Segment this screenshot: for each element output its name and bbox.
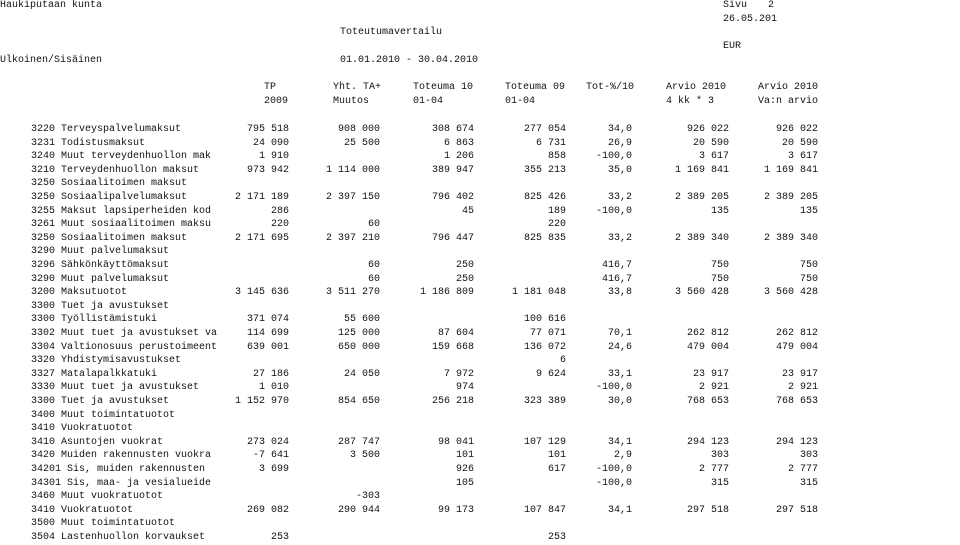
row-label: 3250 Sosiaalitoimen maksut — [31, 232, 188, 244]
cell-c6: 315 — [710, 477, 729, 489]
cell-c4: 101 — [547, 450, 566, 462]
row-label: 3504 Lastenhuollon korvaukset — [31, 532, 206, 543]
cell-c7: 135 — [799, 205, 818, 217]
cell-c7: 294 123 — [775, 436, 818, 448]
cell-c2: 24 050 — [343, 368, 380, 380]
table-row — [0, 463, 960, 477]
cell-c7: 750 — [799, 273, 818, 285]
cell-c1: 371 074 — [246, 314, 289, 326]
cell-c6: 768 653 — [686, 396, 729, 407]
table-row — [0, 150, 960, 164]
cell-c4: 858 — [547, 151, 566, 163]
cell-c7: 768 653 — [775, 396, 818, 407]
table-row — [0, 177, 960, 191]
row-label: 3320 Yhdistymisavustukset — [31, 355, 182, 367]
table-row — [0, 477, 960, 491]
cell-c2: 290 944 — [337, 504, 380, 516]
table-row — [0, 286, 960, 300]
cell-c7: 479 004 — [775, 341, 818, 353]
cell-c4: 77 071 — [529, 328, 566, 339]
cell-c1: 27 186 — [252, 368, 289, 380]
cell-c3: 7 972 — [443, 368, 474, 380]
table-row — [0, 490, 960, 504]
cell-c1: 1 152 970 — [234, 396, 289, 407]
cell-c6: 479 004 — [686, 341, 729, 353]
table-row — [0, 232, 960, 246]
cell-c7: 315 — [799, 477, 818, 489]
cell-c5: 35,0 — [607, 164, 632, 176]
cell-c4: 6 731 — [535, 137, 566, 149]
cell-c2: 60 — [367, 273, 380, 285]
cell-c2: 3 500 — [349, 450, 380, 462]
cell-c6: 135 — [710, 205, 729, 217]
cell-c4: 220 — [547, 219, 566, 231]
table-row — [0, 245, 960, 259]
cell-c5: -100,0 — [595, 205, 632, 217]
row-label: 3410 Vuokratuotot — [31, 423, 134, 435]
org-name: Haukiputaan kunta — [0, 0, 103, 11]
cell-c2: 1 114 000 — [325, 164, 380, 176]
row-label: 34201 Sis, muiden rakennusten — [31, 464, 206, 475]
report-period: 01.01.2010 - 30.04.2010 — [340, 55, 479, 66]
cell-c2: 125 000 — [337, 328, 380, 339]
cell-c1: 639 001 — [246, 341, 289, 353]
row-label: 3327 Matalapalkkatuki — [31, 368, 158, 380]
cell-c1: 795 518 — [246, 124, 289, 135]
row-label: 3296 Sähkönkäyttömaksut — [31, 260, 170, 271]
row-label: 3410 Asuntojen vuokrat — [31, 436, 164, 448]
cell-c1: 114 699 — [246, 328, 289, 339]
table-row — [0, 218, 960, 232]
cell-c1: 973 942 — [246, 164, 289, 176]
cell-c2: 287 747 — [337, 436, 380, 448]
cell-c4: 107 129 — [523, 436, 566, 448]
cell-c2: 60 — [367, 219, 380, 231]
row-label: 3200 Maksutuotot — [31, 287, 128, 299]
row-label: 3250 Sosiaalitoimen maksut — [31, 178, 188, 190]
table-row — [0, 517, 960, 531]
cell-c1: 2 171 695 — [234, 232, 289, 244]
cell-c5: 33,1 — [607, 368, 632, 380]
table-row — [0, 123, 960, 137]
row-label: 3304 Valtionosuus perustoimeent — [31, 341, 218, 353]
report-title: Toteutumavertailu — [340, 27, 443, 38]
page-number: 2 — [768, 0, 775, 11]
table-row — [0, 381, 960, 395]
table-row — [0, 504, 960, 518]
cell-c2: 908 000 — [337, 124, 380, 135]
col-header-actual10-sub: 01-04 — [413, 96, 444, 107]
col-header-tp-sub: 2009 — [264, 96, 289, 107]
col-header-estimate2-sub: Va:n arvio — [758, 96, 819, 107]
table-row — [0, 327, 960, 341]
row-label: 3300 Työllistämistuki — [31, 314, 158, 326]
cell-c2: 854 650 — [337, 396, 380, 407]
row-label: 3250 Sosiaalipalvelumaksut — [31, 192, 188, 203]
cell-c6: 294 123 — [686, 436, 729, 448]
cell-c3: 87 604 — [437, 328, 474, 339]
cell-c5: 34,0 — [607, 124, 632, 135]
cell-c3: 101 — [455, 450, 474, 462]
cell-c3: 105 — [455, 477, 474, 489]
row-label: 3261 Muut sosiaalitoimen maksu — [31, 219, 212, 231]
cell-c6: 297 518 — [686, 504, 729, 516]
cell-c5: -100,0 — [595, 477, 632, 489]
cell-c1: 2 171 189 — [234, 192, 289, 203]
page-label: Sivu — [723, 0, 748, 11]
cell-c6: 303 — [710, 450, 729, 462]
cell-c5: 2,9 — [613, 450, 632, 462]
cell-c4: 323 389 — [523, 396, 566, 407]
cell-c5: 70,1 — [607, 328, 632, 339]
table-row — [0, 205, 960, 219]
cell-c7: 3 560 428 — [763, 287, 818, 299]
cell-c4: 6 — [559, 355, 566, 367]
cell-c7: 303 — [799, 450, 818, 462]
table-row — [0, 137, 960, 151]
row-label: 3302 Muut tuet ja avustukset va — [31, 328, 218, 339]
table-row — [0, 409, 960, 423]
col-header-estimate1: Arvio 2010 — [666, 82, 727, 93]
table-row — [0, 436, 960, 450]
row-label: 3255 Maksut lapsiperheiden kod — [31, 205, 212, 217]
cell-c4: 189 — [547, 205, 566, 217]
cell-c7: 2 389 205 — [763, 192, 818, 203]
cell-c2: 60 — [367, 260, 380, 271]
cell-c6: 750 — [710, 260, 729, 271]
cell-c4: 617 — [547, 464, 566, 475]
cell-c3: 1 186 809 — [419, 287, 474, 299]
cell-c4: 277 054 — [523, 124, 566, 135]
row-label: 3240 Muut terveydenhuollon mak — [31, 151, 212, 163]
cell-c5: -100,0 — [595, 464, 632, 475]
row-label: 3210 Terveydenhuollon maksut — [31, 164, 200, 176]
cell-c6: 2 389 340 — [674, 232, 729, 244]
cell-c2: 55 600 — [343, 314, 380, 326]
cell-c2: -303 — [355, 491, 380, 503]
cell-c3: 926 — [455, 464, 474, 475]
cell-c4: 107 847 — [523, 504, 566, 516]
cell-c1: -7 641 — [252, 450, 289, 462]
row-label: 34301 Sis, maa- ja vesialueide — [31, 477, 212, 489]
row-label: 3400 Muut toimintatuotot — [31, 409, 176, 421]
col-header-estimate1-sub: 4 kk * 3 — [666, 96, 715, 107]
cell-c2: 2 397 210 — [325, 232, 380, 244]
cell-c6: 2 389 205 — [674, 192, 729, 203]
cell-c4: 1 181 048 — [511, 287, 566, 299]
cell-c6: 3 560 428 — [674, 287, 729, 299]
table-row — [0, 300, 960, 314]
col-header-estimate2: Arvio 2010 — [758, 82, 819, 93]
cell-c7: 2 921 — [787, 382, 818, 394]
cell-c5: -100,0 — [595, 382, 632, 394]
cell-c5: 24,6 — [607, 341, 632, 353]
cell-c4: 825 835 — [523, 232, 566, 244]
cell-c7: 2 777 — [787, 464, 818, 475]
table-row — [0, 259, 960, 273]
col-header-budget: Yht. TA+ — [333, 82, 382, 93]
cell-c3: 250 — [455, 260, 474, 271]
cell-c7: 750 — [799, 260, 818, 271]
cell-c1: 24 090 — [252, 137, 289, 149]
table-row — [0, 422, 960, 436]
table-row — [0, 395, 960, 409]
col-header-tp: TP — [264, 82, 277, 93]
cell-c6: 262 812 — [686, 328, 729, 339]
cell-c7: 2 389 340 — [763, 232, 818, 244]
col-header-actual09-sub: 01-04 — [505, 96, 536, 107]
cell-c3: 796 402 — [431, 192, 474, 203]
row-label: 3220 Terveyspalvelumaksut — [31, 124, 182, 135]
cell-c4: 136 072 — [523, 341, 566, 353]
cell-c5: 34,1 — [607, 436, 632, 448]
cell-c7: 1 169 841 — [763, 164, 818, 176]
col-header-actual10: Toteuma 10 — [413, 82, 474, 93]
table-row — [0, 368, 960, 382]
cell-c6: 926 022 — [686, 124, 729, 135]
cell-c2: 650 000 — [337, 341, 380, 353]
cell-c1: 3 145 636 — [234, 287, 289, 299]
cell-c3: 6 863 — [443, 137, 474, 149]
cell-c4: 355 213 — [523, 164, 566, 176]
cell-c7: 20 590 — [781, 137, 818, 149]
cell-c3: 99 173 — [437, 504, 474, 516]
cell-c7: 23 917 — [781, 368, 818, 380]
scope-label: Ulkoinen/Sisäinen — [0, 55, 103, 66]
table-row — [0, 313, 960, 327]
cell-c5: 416,7 — [601, 273, 632, 285]
col-header-percent: Tot-%/10 — [586, 82, 635, 93]
cell-c5: 416,7 — [601, 260, 632, 271]
cell-c1: 253 — [270, 532, 289, 543]
cell-c7: 297 518 — [775, 504, 818, 516]
row-label: 3231 Todistusmaksut — [31, 137, 146, 149]
row-label: 3410 Vuokratuotot — [31, 504, 134, 516]
cell-c5: -100,0 — [595, 151, 632, 163]
row-label: 3500 Muut toimintatuotot — [31, 518, 176, 530]
cell-c3: 974 — [455, 382, 474, 394]
cell-c2: 25 500 — [343, 137, 380, 149]
table-row — [0, 273, 960, 287]
row-label: 3460 Muut vuokratuotot — [31, 491, 164, 503]
row-label: 3420 Muiden rakennusten vuokra — [31, 450, 212, 462]
table-row — [0, 449, 960, 463]
table-row — [0, 341, 960, 355]
cell-c6: 2 921 — [698, 382, 729, 394]
cell-c4: 9 624 — [535, 368, 566, 380]
currency-label: EUR — [723, 41, 742, 52]
row-label: 3290 Muut palvelumaksut — [31, 273, 170, 285]
cell-c4: 825 426 — [523, 192, 566, 203]
cell-c3: 98 041 — [437, 436, 474, 448]
row-label: 3330 Muut tuet ja avustukset — [31, 382, 200, 394]
cell-c4: 253 — [547, 532, 566, 543]
cell-c3: 1 206 — [443, 151, 474, 163]
cell-c1: 273 024 — [246, 436, 289, 448]
report-date: 26.05.201 — [723, 14, 778, 25]
row-label: 3290 Muut palvelumaksut — [31, 246, 170, 258]
cell-c5: 30,0 — [607, 396, 632, 407]
cell-c1: 1 010 — [258, 382, 289, 394]
cell-c6: 23 917 — [692, 368, 729, 380]
table-row — [0, 354, 960, 368]
cell-c5: 26,9 — [607, 137, 632, 149]
table-row — [0, 191, 960, 205]
cell-c3: 389 947 — [431, 164, 474, 176]
col-header-actual09: Toteuma 09 — [505, 82, 566, 93]
cell-c1: 3 699 — [258, 464, 289, 475]
cell-c6: 750 — [710, 273, 729, 285]
cell-c1: 286 — [270, 205, 289, 217]
col-header-budget-sub: Muutos — [333, 96, 370, 107]
cell-c1: 1 910 — [258, 151, 289, 163]
cell-c6: 2 777 — [698, 464, 729, 475]
cell-c5: 33,2 — [607, 232, 632, 244]
cell-c3: 796 447 — [431, 232, 474, 244]
cell-c4: 100 616 — [523, 314, 566, 326]
cell-c2: 3 511 270 — [325, 287, 380, 299]
cell-c3: 45 — [461, 205, 474, 217]
cell-c5: 33,2 — [607, 192, 632, 203]
cell-c7: 3 617 — [787, 151, 818, 163]
row-label: 3300 Tuet ja avustukset — [31, 300, 170, 312]
cell-c1: 269 082 — [246, 504, 289, 516]
cell-c7: 926 022 — [775, 124, 818, 135]
cell-c3: 308 674 — [431, 124, 474, 135]
cell-c3: 159 668 — [431, 341, 474, 353]
cell-c6: 1 169 841 — [674, 164, 729, 176]
cell-c1: 220 — [270, 219, 289, 231]
cell-c7: 262 812 — [775, 328, 818, 339]
cell-c5: 34,1 — [607, 504, 632, 516]
row-label: 3300 Tuet ja avustukset — [31, 396, 170, 407]
cell-c6: 20 590 — [692, 137, 729, 149]
cell-c3: 256 218 — [431, 396, 474, 407]
cell-c2: 2 397 150 — [325, 192, 380, 203]
cell-c3: 250 — [455, 273, 474, 285]
cell-c5: 33,8 — [607, 287, 632, 299]
table-row — [0, 164, 960, 178]
cell-c6: 3 617 — [698, 151, 729, 163]
